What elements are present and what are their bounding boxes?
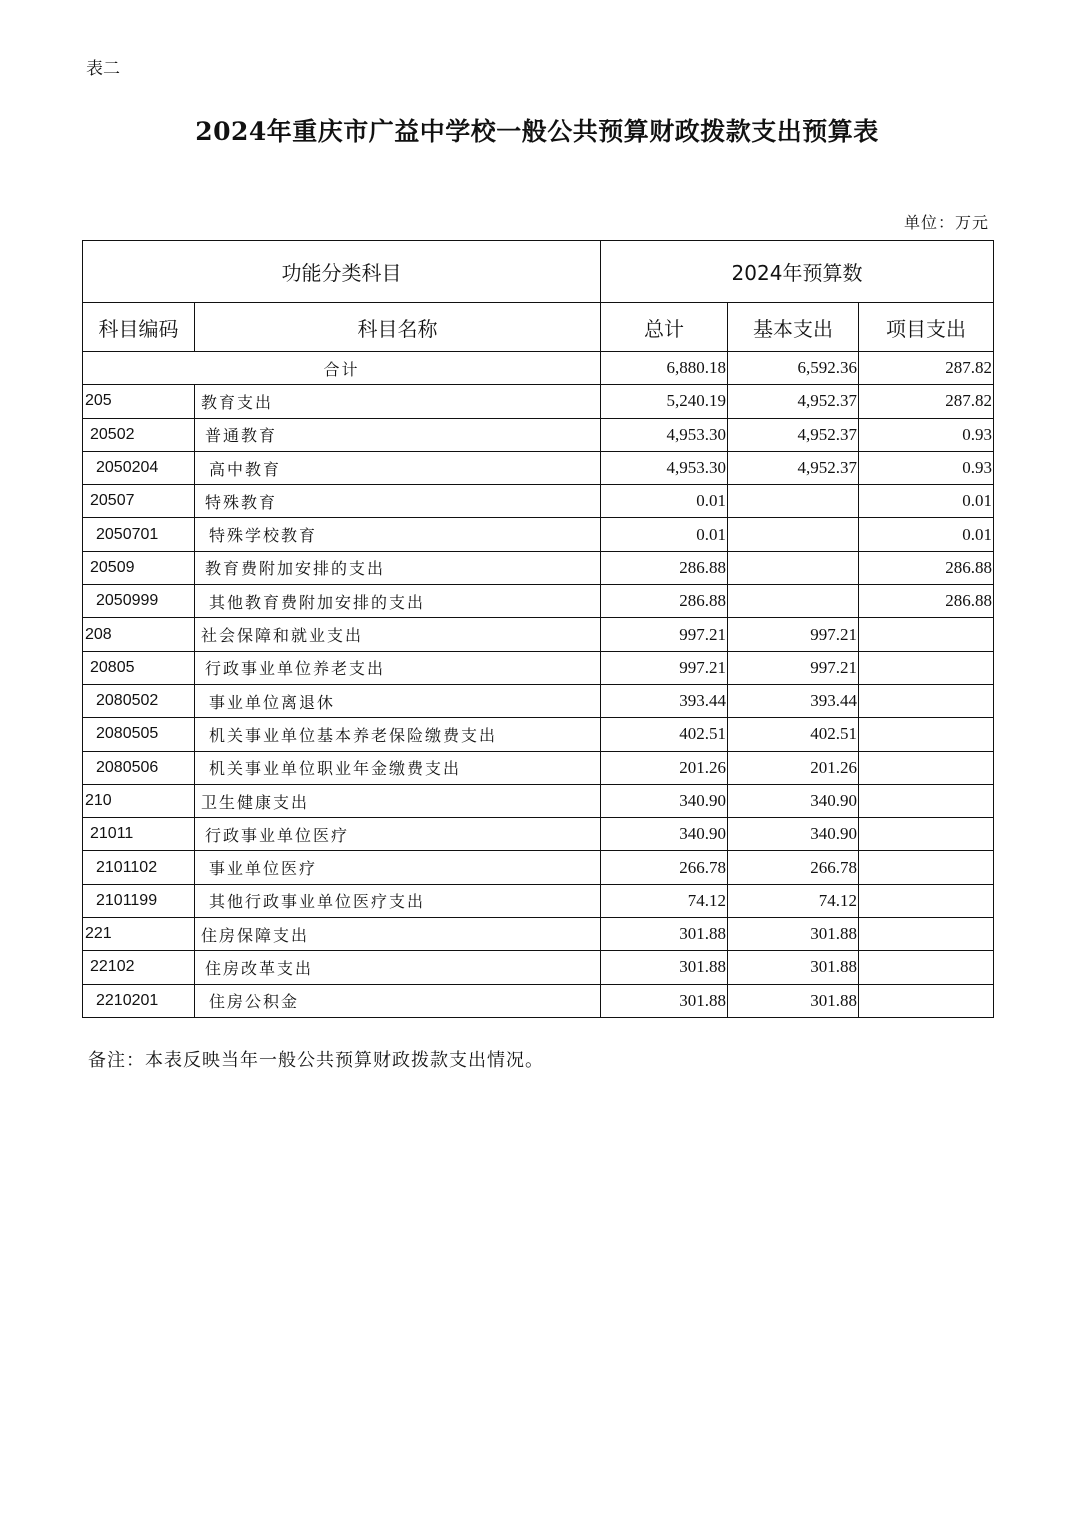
row-code: 2080505 bbox=[83, 718, 195, 751]
header-total: 总计 bbox=[601, 303, 728, 352]
row-name: 行政事业单位医疗 bbox=[195, 818, 601, 851]
table-label: 表二 bbox=[86, 59, 120, 79]
table-row bbox=[83, 485, 994, 518]
table-row bbox=[83, 951, 994, 984]
table-row bbox=[83, 884, 994, 917]
row-project bbox=[859, 951, 994, 984]
row-project: 287.82 bbox=[859, 385, 994, 418]
row-code: 2050701 bbox=[83, 518, 195, 551]
row-basic: 340.90 bbox=[728, 818, 859, 851]
row-project bbox=[859, 751, 994, 784]
row-project bbox=[859, 918, 994, 951]
row-code: 20502 bbox=[83, 418, 195, 451]
row-basic: 301.88 bbox=[728, 918, 859, 951]
header-basic: 基本支出 bbox=[728, 303, 859, 352]
table-row bbox=[83, 385, 994, 418]
table-row bbox=[83, 418, 994, 451]
row-code: 205 bbox=[83, 385, 195, 418]
row-code: 22102 bbox=[83, 951, 195, 984]
row-code: 2080506 bbox=[83, 751, 195, 784]
row-basic: 997.21 bbox=[728, 618, 859, 651]
row-total: 340.90 bbox=[601, 818, 728, 851]
row-project bbox=[859, 784, 994, 817]
row-code: 20509 bbox=[83, 551, 195, 584]
row-code: 20507 bbox=[83, 485, 195, 518]
row-code: 2210201 bbox=[83, 984, 195, 1017]
row-basic: 997.21 bbox=[728, 651, 859, 684]
row-total: 5,240.19 bbox=[601, 385, 728, 418]
table-body bbox=[83, 352, 994, 1018]
table-row bbox=[83, 518, 994, 551]
row-name: 特殊教育 bbox=[195, 485, 601, 518]
row-name: 行政事业单位养老支出 bbox=[195, 651, 601, 684]
header-code: 科目编码 bbox=[83, 303, 195, 352]
row-basic: 4,952.37 bbox=[728, 451, 859, 484]
row-name: 特殊学校教育 bbox=[195, 518, 601, 551]
row-total: 340.90 bbox=[601, 784, 728, 817]
budget-table bbox=[82, 240, 994, 1018]
row-total: 301.88 bbox=[601, 951, 728, 984]
row-basic bbox=[728, 551, 859, 584]
row-name: 卫生健康支出 bbox=[195, 784, 601, 817]
table-row bbox=[83, 851, 994, 884]
summary-total: 6,880.18 bbox=[601, 352, 728, 385]
row-name: 住房公积金 bbox=[195, 984, 601, 1017]
row-total: 0.01 bbox=[601, 518, 728, 551]
row-total: 286.88 bbox=[601, 585, 728, 618]
row-code: 2050204 bbox=[83, 451, 195, 484]
row-total: 266.78 bbox=[601, 851, 728, 884]
row-project: 286.88 bbox=[859, 551, 994, 584]
row-basic: 393.44 bbox=[728, 684, 859, 717]
row-basic: 402.51 bbox=[728, 718, 859, 751]
row-basic: 201.26 bbox=[728, 751, 859, 784]
row-project: 0.01 bbox=[859, 485, 994, 518]
row-total: 74.12 bbox=[601, 884, 728, 917]
row-total: 0.01 bbox=[601, 485, 728, 518]
row-total: 286.88 bbox=[601, 551, 728, 584]
summary-row bbox=[83, 352, 994, 385]
table-row bbox=[83, 984, 994, 1017]
row-code: 2101199 bbox=[83, 884, 195, 917]
summary-label: 合计 bbox=[83, 352, 601, 385]
table-row bbox=[83, 818, 994, 851]
row-total: 201.26 bbox=[601, 751, 728, 784]
row-name: 其他教育费附加安排的支出 bbox=[195, 585, 601, 618]
table-row bbox=[83, 551, 994, 584]
row-name: 社会保障和就业支出 bbox=[195, 618, 601, 651]
row-total: 997.21 bbox=[601, 651, 728, 684]
summary-basic: 6,592.36 bbox=[728, 352, 859, 385]
row-basic bbox=[728, 518, 859, 551]
row-name: 其他行政事业单位医疗支出 bbox=[195, 884, 601, 917]
row-total: 393.44 bbox=[601, 684, 728, 717]
table-row bbox=[83, 451, 994, 484]
table-row bbox=[83, 718, 994, 751]
row-total: 4,953.30 bbox=[601, 418, 728, 451]
row-total: 997.21 bbox=[601, 618, 728, 651]
row-project bbox=[859, 884, 994, 917]
row-code: 2101102 bbox=[83, 851, 195, 884]
row-basic: 4,952.37 bbox=[728, 418, 859, 451]
summary-project: 287.82 bbox=[859, 352, 994, 385]
row-code: 21011 bbox=[83, 818, 195, 851]
row-code: 2050999 bbox=[83, 585, 195, 618]
row-code: 221 bbox=[83, 918, 195, 951]
row-name: 教育支出 bbox=[195, 385, 601, 418]
row-code: 210 bbox=[83, 784, 195, 817]
row-name: 机关事业单位职业年金缴费支出 bbox=[195, 751, 601, 784]
row-project: 0.93 bbox=[859, 418, 994, 451]
row-project: 0.93 bbox=[859, 451, 994, 484]
row-project bbox=[859, 651, 994, 684]
row-basic bbox=[728, 485, 859, 518]
row-name: 住房改革支出 bbox=[195, 951, 601, 984]
row-code: 20805 bbox=[83, 651, 195, 684]
row-project bbox=[859, 818, 994, 851]
row-basic: 266.78 bbox=[728, 851, 859, 884]
header-function-category: 功能分类科目 bbox=[83, 241, 601, 303]
row-project bbox=[859, 684, 994, 717]
header-group-row bbox=[83, 241, 994, 303]
row-name: 教育费附加安排的支出 bbox=[195, 551, 601, 584]
row-code: 208 bbox=[83, 618, 195, 651]
row-name: 住房保障支出 bbox=[195, 918, 601, 951]
header-column-row bbox=[83, 303, 994, 352]
row-basic: 340.90 bbox=[728, 784, 859, 817]
table-row bbox=[83, 751, 994, 784]
row-basic: 4,952.37 bbox=[728, 385, 859, 418]
row-name: 高中教育 bbox=[195, 451, 601, 484]
table-row bbox=[83, 585, 994, 618]
row-project bbox=[859, 718, 994, 751]
table-row bbox=[83, 684, 994, 717]
table-row bbox=[83, 618, 994, 651]
row-project: 0.01 bbox=[859, 518, 994, 551]
unit-label: 单位：万元 bbox=[903, 213, 989, 232]
row-name: 事业单位医疗 bbox=[195, 851, 601, 884]
footnote: 备注：本表反映当年一般公共预算财政拨款支出情况。 bbox=[88, 1050, 544, 1071]
header-name: 科目名称 bbox=[195, 303, 601, 352]
row-code: 2080502 bbox=[83, 684, 195, 717]
row-basic: 301.88 bbox=[728, 951, 859, 984]
row-project bbox=[859, 851, 994, 884]
row-project bbox=[859, 618, 994, 651]
row-basic bbox=[728, 585, 859, 618]
table-row bbox=[83, 918, 994, 951]
row-name: 事业单位离退休 bbox=[195, 684, 601, 717]
table-row bbox=[83, 651, 994, 684]
row-project: 286.88 bbox=[859, 585, 994, 618]
row-basic: 74.12 bbox=[728, 884, 859, 917]
row-total: 301.88 bbox=[601, 918, 728, 951]
document-title: 2024年重庆市广益中学校一般公共预算财政拨款支出预算表 bbox=[195, 117, 879, 146]
row-total: 4,953.30 bbox=[601, 451, 728, 484]
row-project bbox=[859, 984, 994, 1017]
row-name: 机关事业单位基本养老保险缴费支出 bbox=[195, 718, 601, 751]
row-total: 301.88 bbox=[601, 984, 728, 1017]
row-name: 普通教育 bbox=[195, 418, 601, 451]
table-row bbox=[83, 784, 994, 817]
header-project: 项目支出 bbox=[859, 303, 994, 352]
row-basic: 301.88 bbox=[728, 984, 859, 1017]
row-total: 402.51 bbox=[601, 718, 728, 751]
header-budget-2024: 2024年预算数 bbox=[601, 241, 994, 303]
